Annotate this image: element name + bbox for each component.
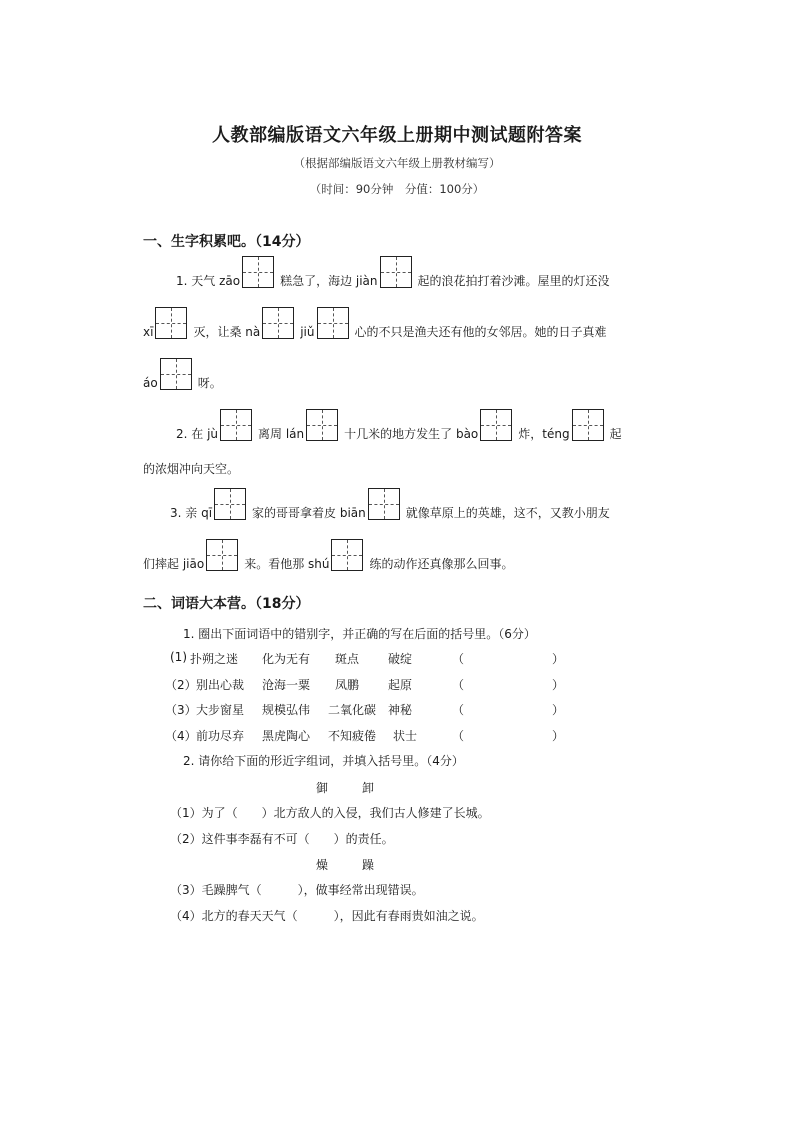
text: 灭，让桑 nà <box>193 325 261 339</box>
word: 前功尽弃 <box>196 729 245 743</box>
writing-box[interactable] <box>572 409 604 441</box>
word: 斑点 <box>335 652 360 666</box>
word: 规模弘伟 <box>262 703 311 717</box>
text: 起 <box>609 427 622 441</box>
char-pair-2-b: 躁 <box>362 858 375 872</box>
char-pair-2-a: 燥 <box>316 858 329 872</box>
word: 起原 <box>388 678 413 692</box>
text: 家的哥哥拿着皮 biān <box>252 506 366 520</box>
q3-line-1 <box>170 488 610 520</box>
word: 凤鹏 <box>335 678 360 692</box>
sentence-1[interactable]: （1）为了（ ）北方敌人的入侵，我们古人修建了长城。 <box>170 806 490 820</box>
answer-paren-open[interactable]: （ <box>452 729 465 743</box>
word: 黑虎陶心 <box>262 729 311 743</box>
word: 状士 <box>393 729 418 743</box>
writing-box[interactable] <box>306 409 338 441</box>
text: 糕急了，海边 jiàn <box>280 274 378 288</box>
writing-box[interactable] <box>206 539 238 571</box>
word: 破绽 <box>388 652 413 666</box>
writing-box[interactable] <box>214 488 246 520</box>
text: 来。看他那 shú <box>244 557 330 571</box>
writing-box[interactable] <box>262 307 294 339</box>
writing-box[interactable] <box>155 307 187 339</box>
text: 离周 lán <box>258 427 305 441</box>
row-number: （2） <box>165 678 197 692</box>
word: 神秘 <box>388 703 413 717</box>
answer-paren-close: ） <box>552 729 565 743</box>
section-2-heading: 二、词语大本营。（18分） <box>143 596 310 612</box>
text: 起的浪花拍打着沙滩。屋里的灯还没 <box>417 274 610 288</box>
q2-line-2: 的浓烟冲向天空。 <box>143 462 240 476</box>
answer-paren-close: ） <box>552 703 565 717</box>
q1-line-1 <box>176 256 610 288</box>
row-number: （4） <box>165 729 197 743</box>
char-pair-1-b: 卸 <box>362 781 375 795</box>
word: 二氧化碳 <box>328 703 377 717</box>
writing-box[interactable] <box>380 256 412 288</box>
text: 就像草原上的英雄，这不，又教小朋友 <box>405 506 610 520</box>
writing-box[interactable] <box>331 539 363 571</box>
q3-line-2 <box>143 539 513 571</box>
char-pair-1-a: 御 <box>316 781 329 795</box>
word: 别出心裁 <box>196 678 245 692</box>
text: 呀。 <box>197 376 222 390</box>
text: 3. 亲 qī <box>170 506 213 520</box>
writing-box[interactable] <box>160 358 192 390</box>
writing-box[interactable] <box>368 488 400 520</box>
exam-meta: （时间：90分钟 分值：100分） <box>309 182 485 196</box>
text: 十几米的地方发生了 bào <box>344 427 479 441</box>
text: 2. 在 jù <box>176 427 219 441</box>
answer-paren-close: ） <box>552 652 565 666</box>
word: 化为无有 <box>262 652 311 666</box>
row-number: （3） <box>165 703 197 717</box>
row-number: (1) <box>170 650 187 664</box>
writing-box[interactable] <box>242 256 274 288</box>
page-subtitle: （根据部编版语文六年级上册教材编写） <box>293 156 501 170</box>
writing-box[interactable] <box>480 409 512 441</box>
text: 1. 天气 zāo <box>176 274 241 288</box>
word: 不知疲倦 <box>328 729 377 743</box>
word: 扑朔之迷 <box>190 652 239 666</box>
sentence-2[interactable]: （2）这件事李磊有不可（ ）的责任。 <box>170 832 394 846</box>
answer-paren-open[interactable]: （ <box>452 652 465 666</box>
q1-line-3 <box>143 358 222 390</box>
answer-paren-open[interactable]: （ <box>452 678 465 692</box>
word: 大步窗星 <box>196 703 245 717</box>
word: 沧海一粟 <box>262 678 311 692</box>
text: 炸，téng <box>518 427 570 441</box>
answer-paren-close: ） <box>552 678 565 692</box>
q2-line-1 <box>176 409 622 441</box>
text: 们摔起 jiāo <box>143 557 205 571</box>
section-1-heading: 一、生字积累吧。（14分） <box>143 234 310 250</box>
answer-paren-open[interactable]: （ <box>452 703 465 717</box>
writing-box[interactable] <box>220 409 252 441</box>
sentence-4[interactable]: （4）北方的春天天气（ ），因此有春雨贵如油之说。 <box>170 909 484 923</box>
table-row <box>170 650 187 664</box>
page-title: 人教部编版语文六年级上册期中测试题附答案 <box>212 125 582 146</box>
text: xī <box>143 325 154 339</box>
text: 练的动作还真像那么回事。 <box>369 557 514 571</box>
s2-q2-prompt: 2. 请你给下面的形近字组词，并填入括号里。（4分） <box>183 754 464 768</box>
text: 心的不只是渔夫还有他的女邻居。她的日子真难 <box>354 325 607 339</box>
text: áo <box>143 376 158 390</box>
q1-line-2 <box>143 307 607 339</box>
writing-box[interactable] <box>317 307 349 339</box>
s2-q1-prompt: 1. 圈出下面词语中的错别字，并正确的写在后面的括号里。（6分） <box>183 627 536 641</box>
sentence-3[interactable]: （3）毛躁脾气（ ），做事经常出现错误。 <box>170 883 424 897</box>
text: jiǔ <box>300 325 315 339</box>
